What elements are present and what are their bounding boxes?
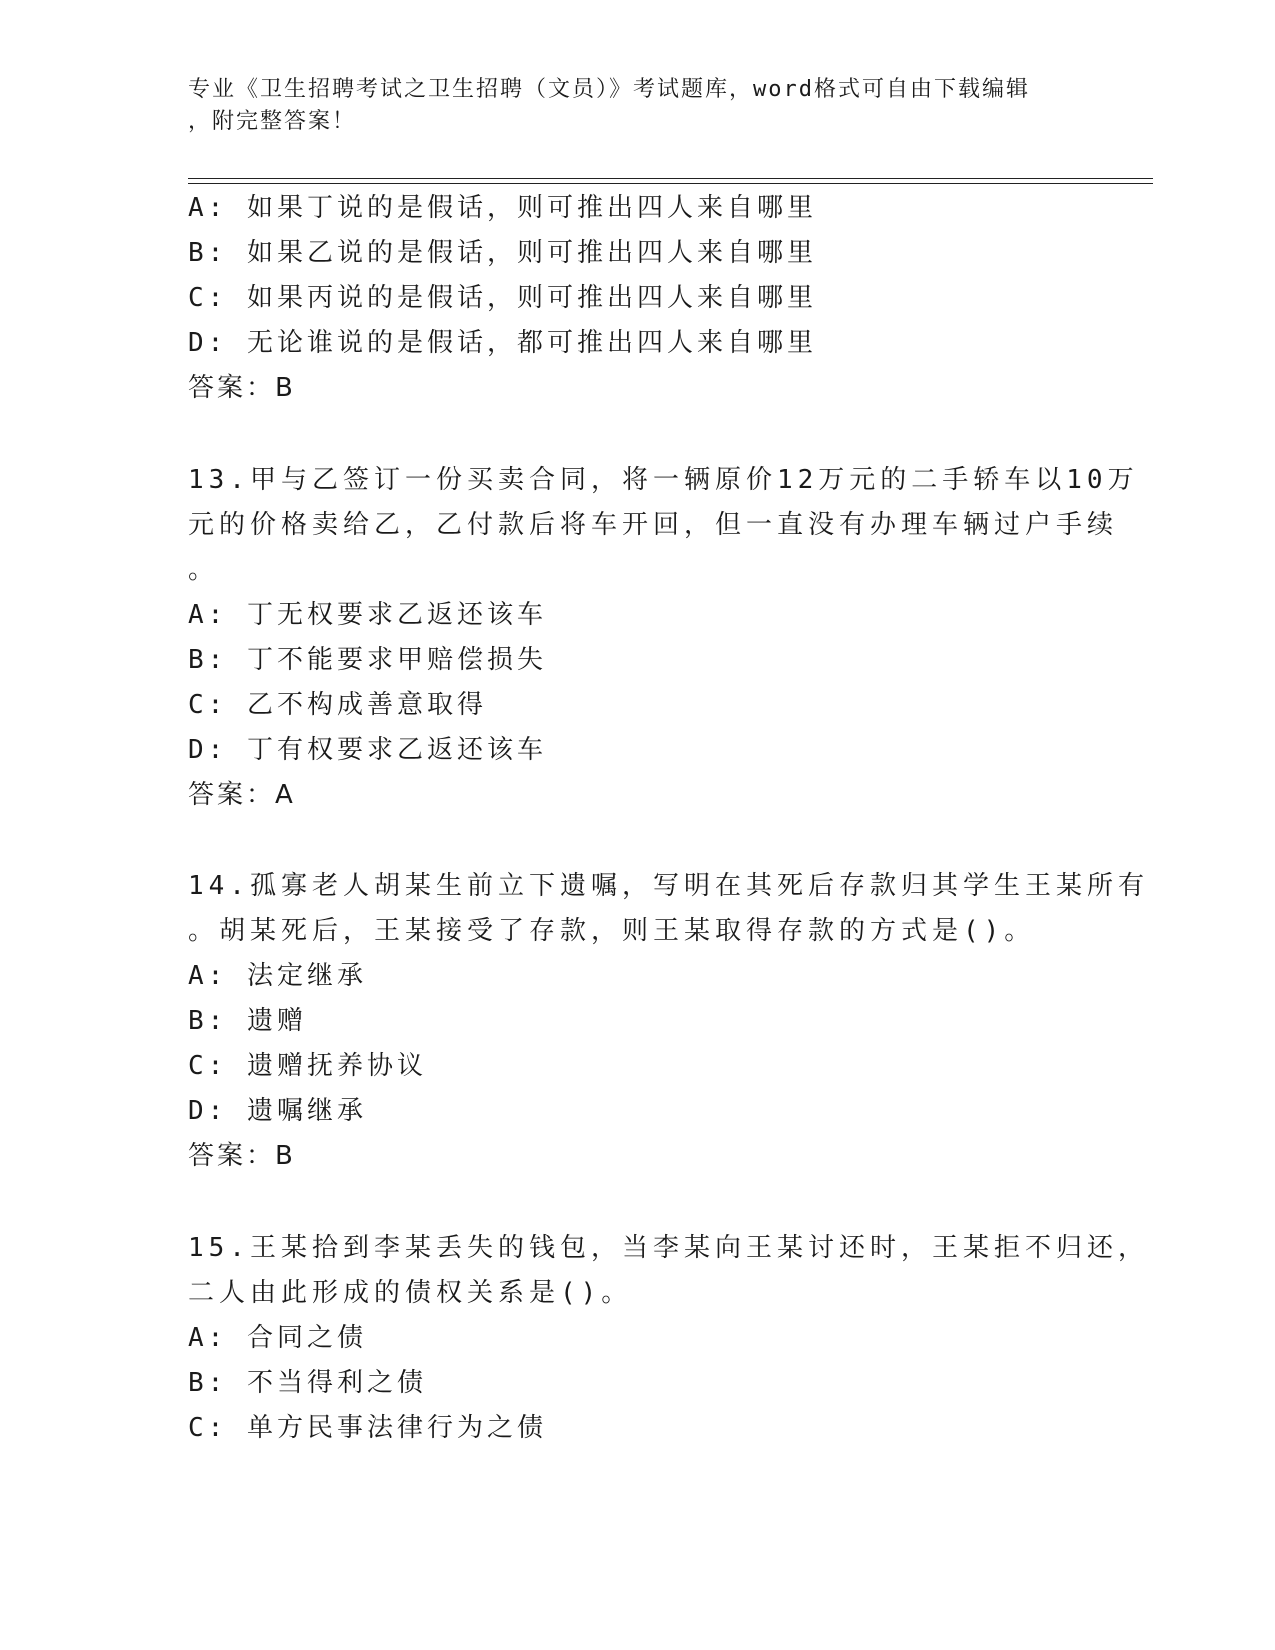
stem-line-1: 14.孤寡老人胡某生前立下遗嘱，写明在其死后存款归其学生王某所有: [188, 871, 1149, 901]
option-a: A: 合同之债: [188, 1323, 367, 1353]
document-header: [188, 74, 1068, 138]
question-stem: [188, 458, 1139, 593]
question-13: [188, 458, 1139, 818]
option-c: C: 单方民事法律行为之债: [188, 1413, 547, 1443]
answer: 答案：B: [188, 1141, 296, 1171]
question-stem: [188, 864, 1149, 954]
header-divider-bottom: [188, 183, 1153, 184]
stem-line-1: 15.王某拾到李某丢失的钱包，当李某向王某讨还时，王某拒不归还，: [188, 1233, 1149, 1263]
stem-line-3: 。: [188, 555, 220, 585]
option-a: A: 丁无权要求乙返还该车: [188, 600, 547, 630]
option-a: A: 如果丁说的是假话，则可推出四人来自哪里: [188, 193, 817, 223]
option-b: B: 如果乙说的是假话，则可推出四人来自哪里: [188, 238, 817, 268]
header-line-2: ，附完整答案！: [188, 109, 357, 134]
header-divider-top: [188, 178, 1153, 179]
stem-line-1: 13.甲与乙签订一份买卖合同，将一辆原价12万元的二手轿车以10万: [188, 465, 1139, 495]
option-d: D: 无论谁说的是假话，都可推出四人来自哪里: [188, 328, 817, 358]
option-c: C: 如果丙说的是假话，则可推出四人来自哪里: [188, 283, 817, 313]
option-b: B: 不当得利之债: [188, 1368, 427, 1398]
option-b: B: 丁不能要求甲赔偿损失: [188, 645, 547, 675]
option-a: A: 法定继承: [188, 961, 367, 991]
option-b: B: 遗赠: [188, 1006, 307, 1036]
header-line-1: 专业《卫生招聘考试之卫生招聘（文员）》考试题库，word格式可自由下载编辑: [188, 77, 1030, 102]
stem-line-2: 二人由此形成的债权关系是()。: [188, 1278, 633, 1308]
answer: 答案：B: [188, 373, 296, 403]
question-stem: [188, 1226, 1149, 1316]
option-c: C: 乙不构成善意取得: [188, 690, 487, 720]
option-d: D: 遗嘱继承: [188, 1096, 367, 1126]
question-15: [188, 1226, 1149, 1451]
answer: 答案：A: [188, 780, 296, 810]
option-c: C: 遗赠抚养协议: [188, 1051, 427, 1081]
option-d: D: 丁有权要求乙返还该车: [188, 735, 547, 765]
stem-line-2: 。胡某死后，王某接受了存款，则王某取得存款的方式是()。: [188, 916, 1036, 946]
stem-line-2: 元的价格卖给乙，乙付款后将车开回，但一直没有办理车辆过户手续: [188, 510, 1119, 540]
question-12: [188, 186, 1088, 411]
question-14: [188, 864, 1149, 1179]
